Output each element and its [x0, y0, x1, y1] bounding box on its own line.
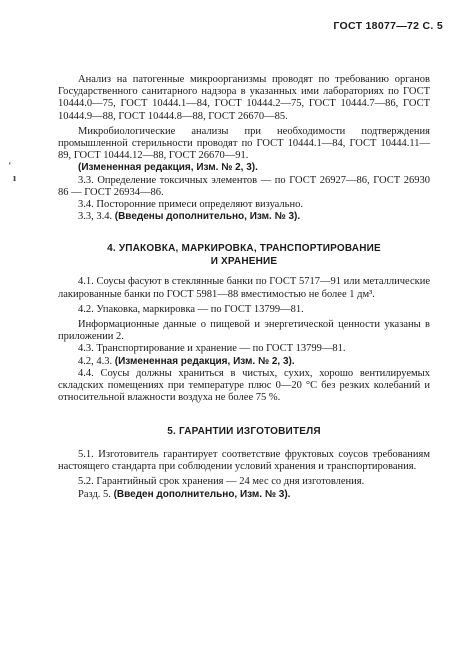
margin-mark: ı [13, 172, 17, 184]
razd-5-note [58, 489, 430, 501]
section-4-title-line1: 4. УПАКОВКА, МАРКИРОВКА, ТРАНСПОРТИРОВАНИЕ [107, 243, 381, 255]
margin-mark: ‘ [8, 160, 12, 172]
clause-4-2: 4.2. Упаковка, маркировка — по ГОСТ 13799—81. [78, 303, 304, 315]
clause-4-4: 4.4. Соусы должны храниться в чистых, сухих, хорошо вентилируемых складских помещениях при температуре плюс 0—20 °С без резких колебаний и относительной влажности воздуха не более 75 %. [58, 367, 430, 404]
section-4-title-line2: И ХРАНЕНИЕ [210, 255, 278, 267]
clause-4-1: 4.1. Соусы фасуют в стеклянные банки по ГОСТ 5717—91 или металлические лакированные банки по ГОСТ 5981—88 вместимостью не более 1 дм³. [58, 276, 430, 300]
clause-4-2-4-3-note [58, 356, 430, 368]
clause-4-3: 4.3. Транспортирование и хранение — по ГОСТ 13799—81. [78, 343, 346, 355]
note-bold: (Введены дополнительно, Изм. № 3). [114, 211, 301, 223]
section-4-title [58, 243, 430, 268]
note-prefix: 4.2, 4.3. [78, 355, 113, 367]
amendment-note [58, 162, 430, 174]
clause-5-2: 5.2. Гарантийный срок хранения — 24 мес со дня изготовления. [78, 476, 365, 488]
page-header: ГОСТ 18077—72 С. 5 [333, 20, 443, 32]
clause-3-3: 3.3. Определение токсичных элементов — по ГОСТ 26927—86, ГОСТ 26930 86 — ГОСТ 26934—86. [58, 174, 430, 198]
clause-3-3-3-4-note [58, 211, 430, 223]
paragraph-pathogen-analysis: Анализ на патогенные микроорганизмы проводят по требованию органов Государственного санитарного надзора в указанных ими лабораториях по ГОСТ 10444.0—75, ГОСТ 10444.1—84, ГОСТ 10444.2—75, ГОСТ 10444.7—86, ГОСТ 10444.9—88, ГОСТ 10444.8—88, ГОСТ 26670—85. [58, 74, 430, 122]
note-prefix: 3.3, 3.4. [78, 211, 113, 223]
note-prefix: Разд. 5. [78, 488, 111, 500]
amendment-text: (Измененная редакция, Изм. № 2, 3). [78, 162, 258, 174]
note-bold: (Введен дополнительно, Изм. № 3). [113, 488, 291, 500]
document-body [58, 74, 430, 501]
section-5-title [58, 426, 430, 439]
clause-3-4: 3.4. Посторонние примеси определяют визуально. [78, 199, 303, 211]
note-bold: (Измененная редакция, Изм. № 2, 3). [114, 355, 295, 367]
section-5-title-text: 5. ГАРАНТИИ ИЗГОТОВИТЕЛЯ [167, 426, 321, 438]
info-paragraph: Информационные данные о пищевой и энергетической ценности указаны в приложении 2. [58, 319, 430, 343]
paragraph-microbio-analysis: Микробиологические анализы при необходимости подтверждения промышленной стерильности проводят по ГОСТ 10444.1—84, ГОСТ 10444.11—89, ГОСТ 10444.12—88, ГОСТ 26670—91. [58, 125, 430, 162]
clause-5-1: 5.1. Изготовитель гарантирует соответствие фруктовых соусов требованиям настоящего стандарта при соблюдении условий хранения и транспортирования. [58, 448, 430, 473]
